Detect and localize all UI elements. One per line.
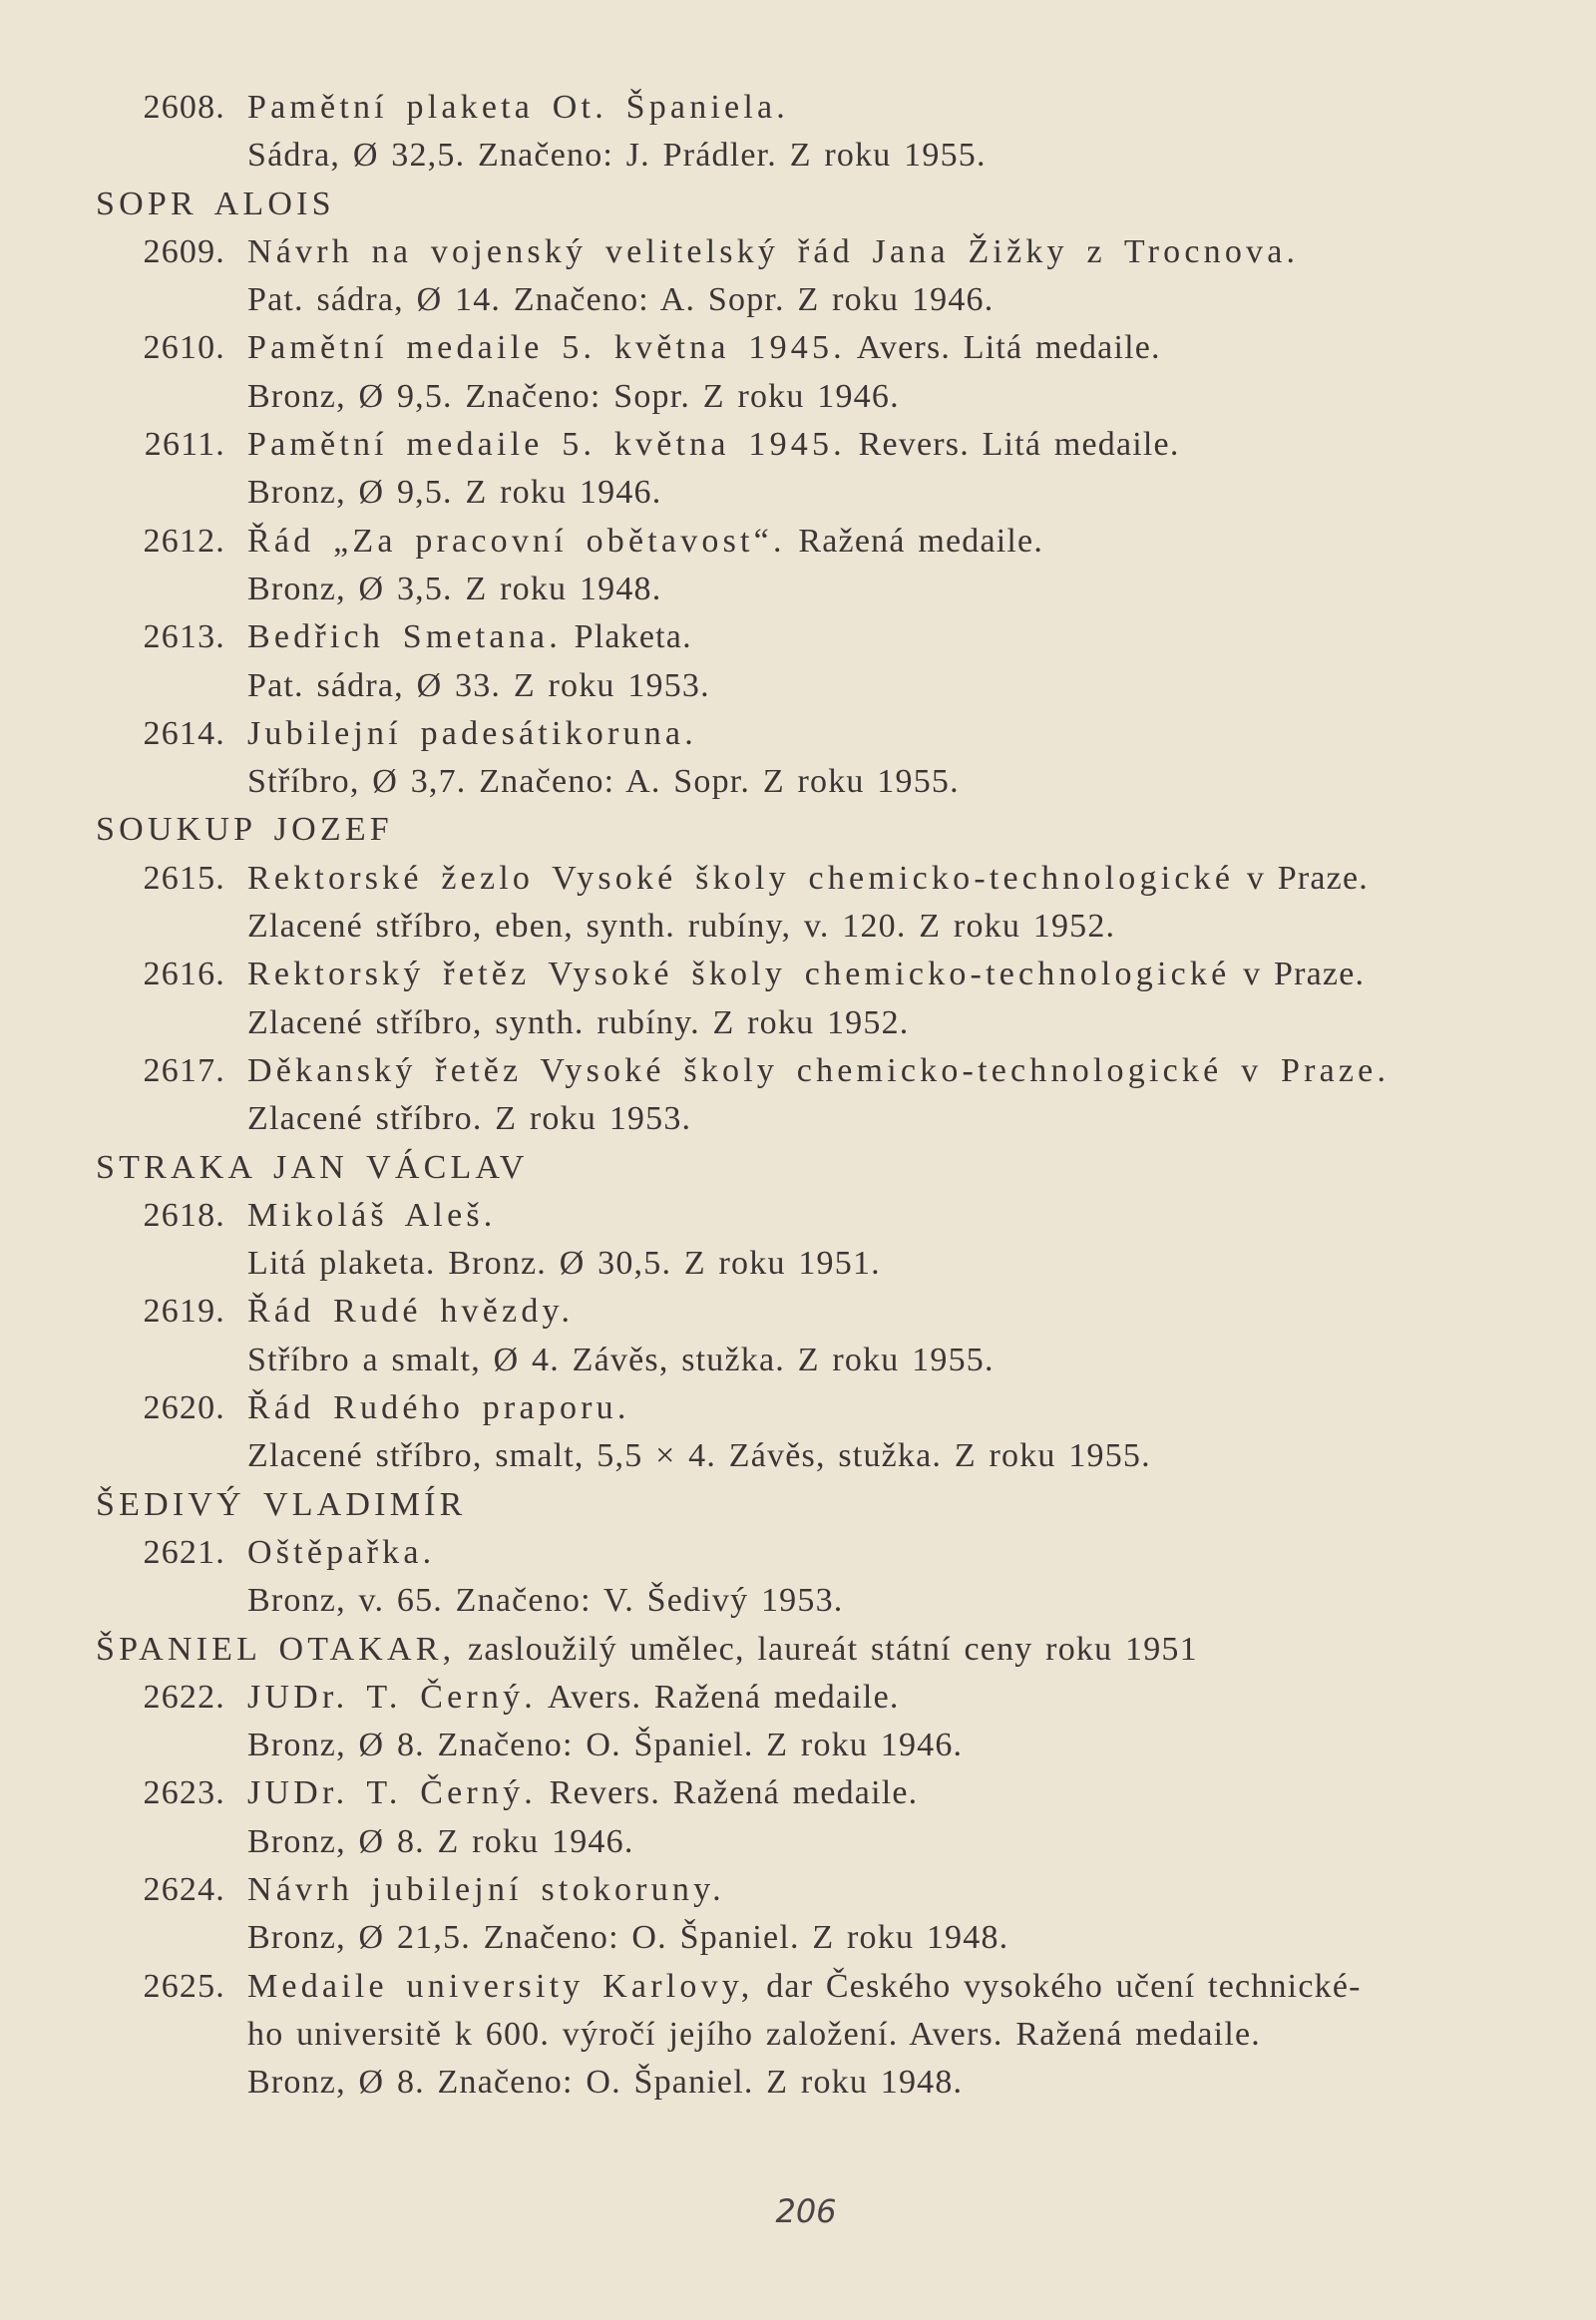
entry-number: 2625. <box>143 1967 225 2005</box>
spaced-title: Jubilejní padesátikoruna. <box>247 714 697 752</box>
catalog-entry-detail <box>0 1432 1596 1480</box>
entry-number: 2619. <box>143 1293 225 1331</box>
line-text <box>247 1866 725 1914</box>
line-text <box>96 1626 1198 1674</box>
catalog-entry-title <box>0 710 1596 758</box>
line-text <box>247 1529 435 1577</box>
line-text: Litá plaketa. Bronz. Ø 30,5. Z roku 1951. <box>247 1245 881 1283</box>
catalog-entry-title <box>0 1674 1596 1722</box>
line-text <box>247 951 1365 998</box>
spaced-title: Pamětní medaile 5. května 1945. <box>247 426 846 464</box>
spaced-title: SOPR ALOIS <box>96 185 335 222</box>
catalog-entry-detail <box>0 1577 1596 1625</box>
line-text: Zlacené stříbro. Z roku 1953. <box>247 1100 692 1138</box>
catalog-entry-detail <box>0 132 1596 180</box>
spaced-title: Rektorské žezlo Vysoké školy chemicko-technologické <box>247 859 1235 897</box>
line-text <box>96 1481 467 1529</box>
line-text <box>247 1769 918 1817</box>
line-text <box>247 613 692 661</box>
catalog-entry-detail <box>0 1818 1596 1866</box>
entry-number: 2622. <box>143 1678 225 1716</box>
spaced-title: Mikoláš Aleš. <box>247 1196 497 1234</box>
line-text <box>247 1963 1362 2011</box>
catalog-entry-title <box>0 1963 1596 2011</box>
title-remainder: dar Českého vysokého učení technické- <box>753 1967 1362 2005</box>
entry-number: 2613. <box>143 618 225 656</box>
title-remainder: Revers. Ražená medaile. <box>537 1774 919 1812</box>
catalog-entry-detail <box>0 566 1596 613</box>
spaced-title: Děkanský řetěz Vysoké školy chemicko-technologické v Praze. <box>247 1051 1391 1089</box>
line-text: Zlacené stříbro, smalt, 5,5 × 4. Závěs, stužka. Z roku 1955. <box>247 1437 1151 1475</box>
line-text <box>247 1047 1390 1095</box>
line-text: Bronz, Ø 21,5. Značeno: O. Španiel. Z roku 1948. <box>247 1919 1009 1957</box>
entry-number: 2611. <box>144 426 225 464</box>
line-text <box>247 1674 900 1722</box>
entry-number: 2615. <box>143 859 225 897</box>
title-remainder: Revers. Litá medaile. <box>845 426 1180 464</box>
page-number: 206 <box>775 2192 837 2230</box>
line-text: Bronz, Ø 8. Z roku 1946. <box>247 1822 634 1860</box>
catalog-entry-title <box>0 84 1596 132</box>
line-text: Bronz, Ø 3,5. Z roku 1948. <box>247 570 662 607</box>
artist-heading <box>0 181 1596 228</box>
spaced-title: Bedřich Smetana. <box>247 618 562 656</box>
catalog-entry-detail <box>0 1914 1596 1962</box>
line-text <box>247 1384 630 1432</box>
spaced-title: Návrh na vojenský velitelský řád Jana Žižky z Trocnova. <box>247 232 1300 270</box>
catalog-entry-detail <box>0 2011 1596 2059</box>
line-text: Zlacené stříbro, eben, synth. rubíny, v. 120. Z roku 1952. <box>247 908 1116 946</box>
line-text <box>247 710 697 758</box>
entry-number: 2612. <box>143 522 225 560</box>
entry-number: 2614. <box>143 714 225 752</box>
line-text: Bronz, Ø 9,5. Značeno: Sopr. Z roku 1946. <box>247 377 900 415</box>
line-text <box>247 228 1299 276</box>
spaced-title: Pamětní medaile 5. května 1945. <box>247 329 846 367</box>
line-text: Bronz, Ø 8. Značeno: O. Španiel. Z roku 1948. <box>247 2064 964 2102</box>
catalog-entry-detail <box>0 276 1596 324</box>
line-text <box>247 84 789 132</box>
title-remainder: Avers. Ražená medaile. <box>537 1678 900 1716</box>
entry-number: 2623. <box>143 1774 225 1812</box>
catalog-entry-title <box>0 1384 1596 1432</box>
entry-number: 2620. <box>143 1389 225 1427</box>
spaced-title: STRAKA JAN VÁCLAV <box>96 1148 529 1186</box>
catalog-entry-title <box>0 613 1596 661</box>
line-text <box>96 181 335 228</box>
catalog-entry-detail <box>0 1722 1596 1769</box>
line-text: Stříbro, Ø 3,7. Značeno: A. Sopr. Z roku 1955. <box>247 763 960 801</box>
catalog-entry-detail <box>0 373 1596 421</box>
spaced-title: Řád „Za pracovní obětavost“. <box>247 522 786 560</box>
entry-number: 2624. <box>143 1870 225 1908</box>
catalog-entry-title <box>0 518 1596 566</box>
line-text <box>96 1144 529 1192</box>
line-text: Pat. sádra, Ø 14. Značeno: A. Sopr. Z roku 1946. <box>247 281 995 319</box>
catalog-entry-title <box>0 1192 1596 1240</box>
catalog-entry-title <box>0 1288 1596 1336</box>
spaced-title: JUDr. T. Černý. <box>247 1678 538 1716</box>
spaced-title: Řád Rudého praporu. <box>247 1389 630 1427</box>
catalog-entry-detail <box>0 1095 1596 1143</box>
catalog-entry-title <box>0 228 1596 276</box>
spaced-title: Pamětní plaketa Ot. Španiela. <box>247 89 789 126</box>
line-text <box>247 1288 574 1336</box>
catalog-entry-title <box>0 421 1596 469</box>
artist-heading <box>0 1481 1596 1529</box>
spaced-title: Medaile university Karlovy, <box>247 1967 754 2005</box>
line-text <box>247 855 1369 903</box>
entry-number: 2609. <box>143 232 225 270</box>
title-remainder: Plaketa. <box>561 618 692 656</box>
line-text: Bronz, Ø 9,5. Z roku 1946. <box>247 474 662 512</box>
spaced-title: Rektorský řetěz Vysoké školy chemicko-technologické <box>247 956 1231 993</box>
catalog-entry-title <box>0 1047 1596 1095</box>
catalog-entry-detail <box>0 2059 1596 2107</box>
catalog-entry-detail <box>0 903 1596 951</box>
line-text: Zlacené stříbro, synth. rubíny. Z roku 1952. <box>247 1003 910 1041</box>
spaced-title: SOUKUP JOZEF <box>96 811 393 849</box>
catalog-entry-title <box>0 324 1596 372</box>
line-text <box>96 806 393 854</box>
line-text: Stříbro a smalt, Ø 4. Závěs, stužka. Z roku 1955. <box>247 1341 995 1378</box>
title-remainder: v Praze. <box>1230 956 1366 993</box>
catalog-entry-title <box>0 855 1596 903</box>
title-remainder: v Praze. <box>1234 859 1369 897</box>
catalog-entry-title <box>0 951 1596 998</box>
catalog-entry-detail <box>0 662 1596 710</box>
line-text: ho universitě k 600. výročí jejího založení. Avers. Ražená medaile. <box>247 2015 1261 2053</box>
catalog-entry-title <box>0 1769 1596 1817</box>
line-text <box>247 518 1043 566</box>
artist-heading <box>0 1626 1596 1674</box>
catalog-entry-title <box>0 1866 1596 1914</box>
title-remainder: Avers. Litá medaile. <box>845 329 1161 367</box>
catalog-entry-detail <box>0 1240 1596 1288</box>
spaced-title: Oštěpařka. <box>247 1533 436 1571</box>
catalog-page <box>0 84 1596 2107</box>
line-text: Sádra, Ø 32,5. Značeno: J. Prádler. Z roku 1955. <box>247 137 987 175</box>
title-remainder: zasloužilý umělec, laureát státní ceny roku 1951 <box>455 1630 1198 1668</box>
entry-number: 2617. <box>143 1051 225 1089</box>
catalog-entry-title <box>0 1529 1596 1577</box>
entry-number: 2618. <box>143 1196 225 1234</box>
line-text <box>247 1192 497 1240</box>
line-text: Bronz, v. 65. Značeno: V. Šedivý 1953. <box>247 1582 844 1620</box>
line-text: Pat. sádra, Ø 33. Z roku 1953. <box>247 666 710 704</box>
spaced-title: JUDr. T. Černý. <box>247 1774 538 1812</box>
spaced-title: Řád Rudé hvězdy. <box>247 1293 575 1331</box>
entry-number: 2610. <box>143 329 225 367</box>
entry-number: 2616. <box>143 956 225 993</box>
catalog-entry-detail <box>0 758 1596 806</box>
spaced-title: ŠPANIEL OTAKAR, <box>96 1630 456 1668</box>
spaced-title: Návrh jubilejní stokoruny. <box>247 1870 725 1908</box>
catalog-entry-detail <box>0 1337 1596 1384</box>
entry-number: 2621. <box>143 1533 225 1571</box>
line-text: Bronz, Ø 8. Značeno: O. Španiel. Z roku 1946. <box>247 1727 964 1764</box>
line-text <box>247 324 1161 372</box>
entry-number: 2608. <box>143 89 225 126</box>
title-remainder: Ražená medaile. <box>785 522 1044 560</box>
line-text <box>247 421 1180 469</box>
artist-heading <box>0 1144 1596 1192</box>
catalog-entry-detail <box>0 469 1596 517</box>
catalog-entry-detail <box>0 999 1596 1047</box>
artist-heading <box>0 806 1596 854</box>
spaced-title: ŠEDIVÝ VLADIMÍR <box>96 1485 467 1523</box>
